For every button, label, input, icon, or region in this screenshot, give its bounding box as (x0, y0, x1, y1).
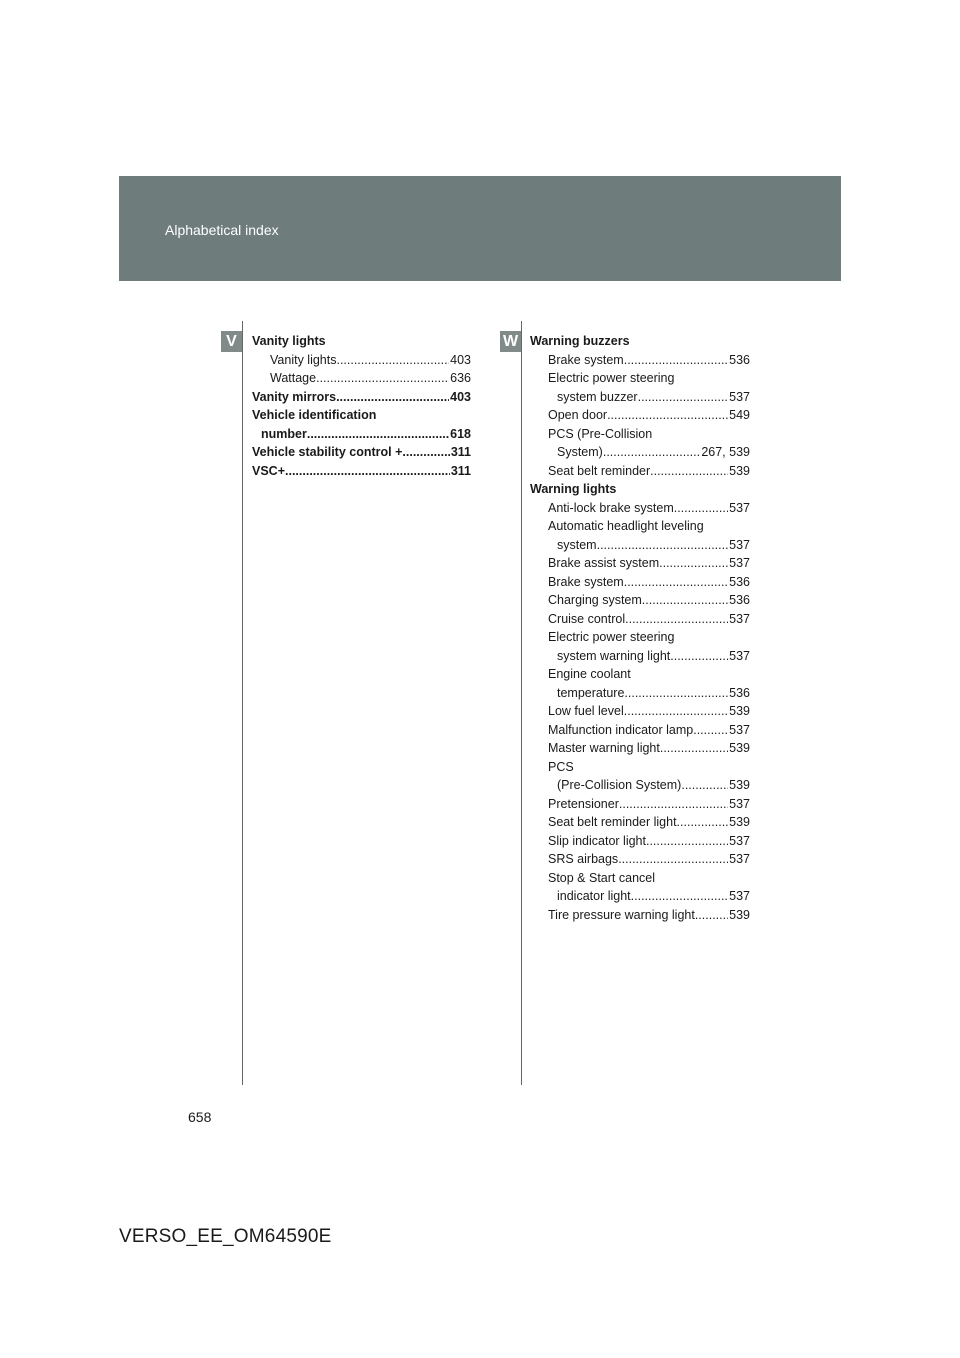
entry-label: Vanity lights (252, 334, 326, 348)
dot-leader (660, 739, 728, 758)
entry-label: Engine coolant (548, 667, 631, 681)
dot-leader (619, 795, 728, 814)
index-entry (530, 887, 750, 906)
entry-page: 311 (450, 445, 471, 459)
entry-page: 539 (729, 778, 750, 792)
index-entry (252, 406, 471, 425)
index-column-v (252, 332, 471, 480)
entry-label: temperature (557, 685, 625, 700)
entry-page: 537 (729, 796, 750, 811)
index-entry (530, 573, 750, 592)
entry-label: Slip indicator light (548, 833, 646, 848)
dot-leader (681, 776, 728, 795)
index-entry (530, 443, 750, 462)
entry-label: Cruise control (548, 611, 626, 626)
entry-label: Tire pressure warning light (548, 907, 695, 922)
dot-leader (597, 536, 729, 555)
entry-page: 539 (729, 907, 750, 922)
index-entry (252, 443, 471, 462)
index-entry (530, 591, 750, 610)
dot-leader (659, 554, 728, 573)
entry-label: Vanity mirrors (252, 389, 337, 404)
index-entry (530, 425, 750, 444)
dot-leader (677, 813, 729, 832)
entry-label: Anti-lock brake system (548, 500, 674, 515)
index-entry (530, 406, 750, 425)
dot-leader (693, 721, 728, 740)
entry-label: Seat belt reminder light (548, 815, 677, 829)
dot-leader (307, 425, 449, 444)
column-divider-left (242, 321, 243, 1085)
entry-label: indicator light (557, 889, 631, 903)
dot-leader (336, 351, 449, 370)
index-entry (530, 702, 750, 721)
entry-page: 537 (729, 722, 750, 737)
entry-page: 537 (729, 500, 750, 515)
index-entry (530, 628, 750, 647)
entry-label: Electric power steering (548, 630, 675, 644)
entry-page: 539 (729, 741, 750, 755)
index-column-w (530, 332, 750, 924)
index-entry (252, 351, 471, 370)
dot-leader (336, 388, 449, 407)
entry-page: 537 (729, 611, 750, 626)
dot-leader (285, 462, 450, 481)
dot-leader (670, 647, 728, 666)
entry-label: Electric power steering (548, 371, 675, 385)
entry-page: 539 (729, 815, 750, 829)
entry-label: PCS (548, 759, 574, 774)
entry-page: 537 (729, 648, 750, 663)
entry-label: Warning buzzers (530, 334, 630, 348)
entry-page: 537 (729, 556, 750, 570)
entry-page: 403 (450, 352, 471, 367)
dot-leader (674, 499, 728, 518)
index-entry (530, 906, 750, 925)
entry-label: system warning light (557, 648, 671, 663)
entry-label: Pretensioner (548, 796, 619, 811)
dot-leader (618, 850, 728, 869)
entry-page: 536 (729, 685, 750, 700)
index-entry (530, 832, 750, 851)
index-entry (530, 332, 750, 351)
dot-leader (624, 573, 728, 592)
entry-page: 539 (729, 704, 750, 718)
section-letter-w: W (500, 331, 521, 352)
dot-leader (603, 443, 700, 462)
entry-label: Wattage (270, 371, 317, 385)
entry-label: Open door (548, 408, 608, 422)
entry-label: Charging system (548, 593, 642, 607)
index-entry (530, 813, 750, 832)
index-entry (530, 369, 750, 388)
entry-page: 267, 539 (701, 445, 750, 459)
entry-label: Malfunction indicator lamp (548, 722, 694, 737)
index-entry (530, 610, 750, 629)
index-entry (530, 462, 750, 481)
index-entry (530, 721, 750, 740)
index-entry (530, 647, 750, 666)
dot-leader (646, 832, 728, 851)
entry-page: 536 (729, 352, 750, 367)
entry-label: Brake system (548, 352, 624, 367)
entry-label: Brake system (548, 574, 624, 589)
entry-page: 536 (729, 574, 750, 589)
entry-label: Master warning light (548, 741, 660, 755)
entry-page: 539 (729, 463, 750, 478)
index-entry (530, 554, 750, 573)
index-entry (530, 869, 750, 888)
index-entry (530, 665, 750, 684)
entry-label: Warning lights (530, 482, 617, 496)
dot-leader (607, 406, 728, 425)
index-entry (530, 388, 750, 407)
document-code: VERSO_EE_OM64590E (119, 1226, 332, 1247)
entry-page: 618 (450, 426, 471, 441)
entry-label: Vehicle identification (252, 408, 377, 422)
dot-leader (624, 702, 728, 721)
index-entry (530, 536, 750, 555)
header-title: Alphabetical index (165, 222, 279, 238)
index-entry (530, 795, 750, 814)
index-entry (530, 517, 750, 536)
index-entry (530, 776, 750, 795)
index-entry (530, 758, 750, 777)
index-entry (530, 351, 750, 370)
column-divider-right (521, 321, 522, 1085)
page-header (119, 176, 841, 281)
entry-label: system (557, 537, 597, 552)
entry-page: 537 (729, 833, 750, 848)
dot-leader (642, 591, 728, 610)
dot-leader (624, 351, 728, 370)
entry-page: 537 (729, 389, 750, 404)
entry-label: Automatic headlight leveling (548, 519, 704, 533)
entry-label: VSC+ (252, 463, 286, 478)
entry-page: 536 (729, 593, 750, 607)
entry-page: 311 (450, 463, 471, 478)
dot-leader (402, 443, 449, 462)
index-entry (252, 425, 471, 444)
entry-page: 636 (450, 371, 471, 385)
dot-leader (316, 369, 449, 388)
entry-label: Seat belt reminder (548, 463, 651, 478)
index-entry (530, 739, 750, 758)
dot-leader (638, 388, 729, 407)
index-entry (530, 480, 750, 499)
dot-leader (650, 462, 728, 481)
entry-label: Brake assist system (548, 556, 660, 570)
entry-label: Low fuel level (548, 704, 624, 718)
dot-leader (624, 684, 728, 703)
entry-page: 403 (450, 389, 471, 404)
entry-label: number (261, 426, 307, 441)
entry-label: SRS airbags (548, 852, 619, 866)
entry-label: PCS (Pre-Collision (548, 426, 653, 441)
entry-page: 537 (729, 537, 750, 552)
entry-page: 537 (729, 889, 750, 903)
entry-page: 537 (729, 852, 750, 866)
entry-label: System) (557, 445, 603, 459)
index-entry (252, 369, 471, 388)
entry-label: Vanity lights (270, 352, 337, 367)
index-entry (530, 850, 750, 869)
entry-page: 549 (729, 408, 750, 422)
dot-leader (625, 610, 728, 629)
entry-label: (Pre-Collision System) (557, 778, 682, 792)
entry-label: system buzzer (557, 389, 638, 404)
index-entry (530, 684, 750, 703)
index-entry (530, 499, 750, 518)
page-number: 658 (188, 1109, 212, 1125)
section-letter-v: V (221, 331, 242, 352)
dot-leader (695, 906, 728, 925)
entry-label: Vehicle stability control + (252, 445, 403, 459)
index-entry (252, 462, 471, 481)
entry-label: Stop & Start cancel (548, 870, 656, 885)
index-entry (252, 332, 471, 351)
dot-leader (631, 887, 728, 906)
index-entry (252, 388, 471, 407)
